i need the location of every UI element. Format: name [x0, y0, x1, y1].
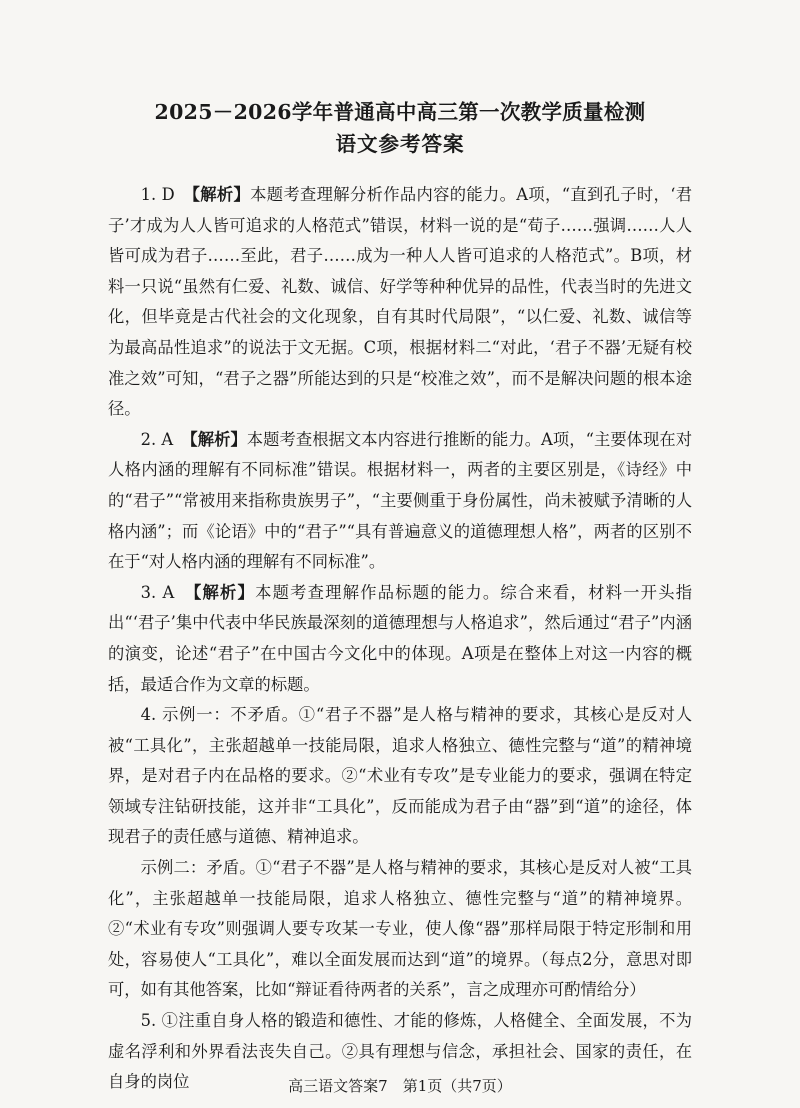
analysis-tag: 【解析】: [193, 582, 256, 602]
answer-number: 2. A: [140, 429, 190, 449]
answer-paragraph-4-example-1: [108, 700, 692, 853]
document-title: 2025－2026学年普通高中高三第一次教学质量检测: [154, 100, 646, 124]
answer-text: 本题考查理解作品标题的能力。综合来看，材料一开头指出“‘君子’集中代表中华民族最深刻的道德理想与人格追求”，然后通过“君子”内涵的演变，论述“君子”在中国古今文化中的体现。A项是在整体上对这一内容的概括，最适合作为文章的标题。: [108, 582, 693, 694]
analysis-tag: 【解析】: [189, 429, 247, 449]
page-footer: 高三语文答案7 第1页（共7页）: [288, 1077, 512, 1095]
answer-paragraph-1: [108, 180, 692, 425]
answer-text: 示例二：矛盾。①“君子不器”是人格与精神的要求，其核心是反对人被“工具化”，主张超越单一技能局限，追求人格独立、德性完整与“道”的精神境界。②“术业有专攻”则强调人要专攻某一专业，使人像“器”那样局限于特定形制和用处，容易使人“工具化”，难以全面发展而达到“道”的境界。（每点2分，意思对即可，如有其他答案，比如“辩证看待两者的关系”，言之成理亦可酌情给分）: [108, 858, 692, 1000]
answer-text: 5. ①注重自身人格的锻造和德性、才能的修炼，人格健全、全面发展，不为虚名浮利和外界看法丧失自己。②具有理想与信念，承担社会、国家的责任，在自身的岗位: [108, 1011, 692, 1092]
answer-paragraph-2: [108, 425, 692, 578]
answer-number: 1. D: [140, 185, 192, 204]
answer-number: 3. A: [140, 582, 194, 602]
answer-text: 本题考查理解分析作品内容的能力。A项，“直到孔子时，‘君子’才成为人人皆可追求的人格范式”错误，材料一说的是“荀子……强调……人人皆可成为君子……至此，君子……成为一种人人皆可追求的人格范式”。B项，材料一只说“虽然有仁爱、礼数、诚信、好学等种种优异的品性，代表当时的先进文化，但毕竟是古代社会的文化现象，自有其时代局限”，“以仁爱、礼数、诚信等为最高品性追求”的说法于文无据。C项，根据材料二“对此，‘君子不器’无疑有校准之效”可知，“君子之器”所能达到的只是“校准之效”，而不是解决问题的根本途径。: [108, 185, 693, 419]
answer-paragraph-3: [108, 578, 692, 700]
answer-paragraph-4-example-2: [108, 853, 692, 1006]
answer-text: 本题考查根据文本内容进行推断的能力。A项，“主要体现在对人格内涵的理解有不同标准”错误。根据材料一，两者的主要区别是，《诗经》中的“君子”“常被用来指称贵族男子”，“主要侧重于身份属性，尚未被赋予清晰的人格内涵”；而《论语》中的“君子”“具有普遍意义的道德理想人格”，两者的区别不在于“对人格内涵的理解有不同标准”。: [108, 429, 692, 572]
document-subtitle: 语文参考答案: [335, 132, 465, 156]
answer-text: 4. 示例一：不矛盾。①“君子不器”是人格与精神的要求，其核心是反对人被“工具化”，主张超越单一技能局限，追求人格独立、德性完整与“道”的精神境界，是对君子内在品格的要求。②“术业有专攻”是专业能力的要求，强调在特定领域专注钻研技能，这并非“工具化”，反而能成为君子由“器”到“道”的途径，体现君子的责任感与道德、精神追求。: [108, 705, 692, 847]
analysis-tag: 【解析】: [191, 185, 251, 204]
